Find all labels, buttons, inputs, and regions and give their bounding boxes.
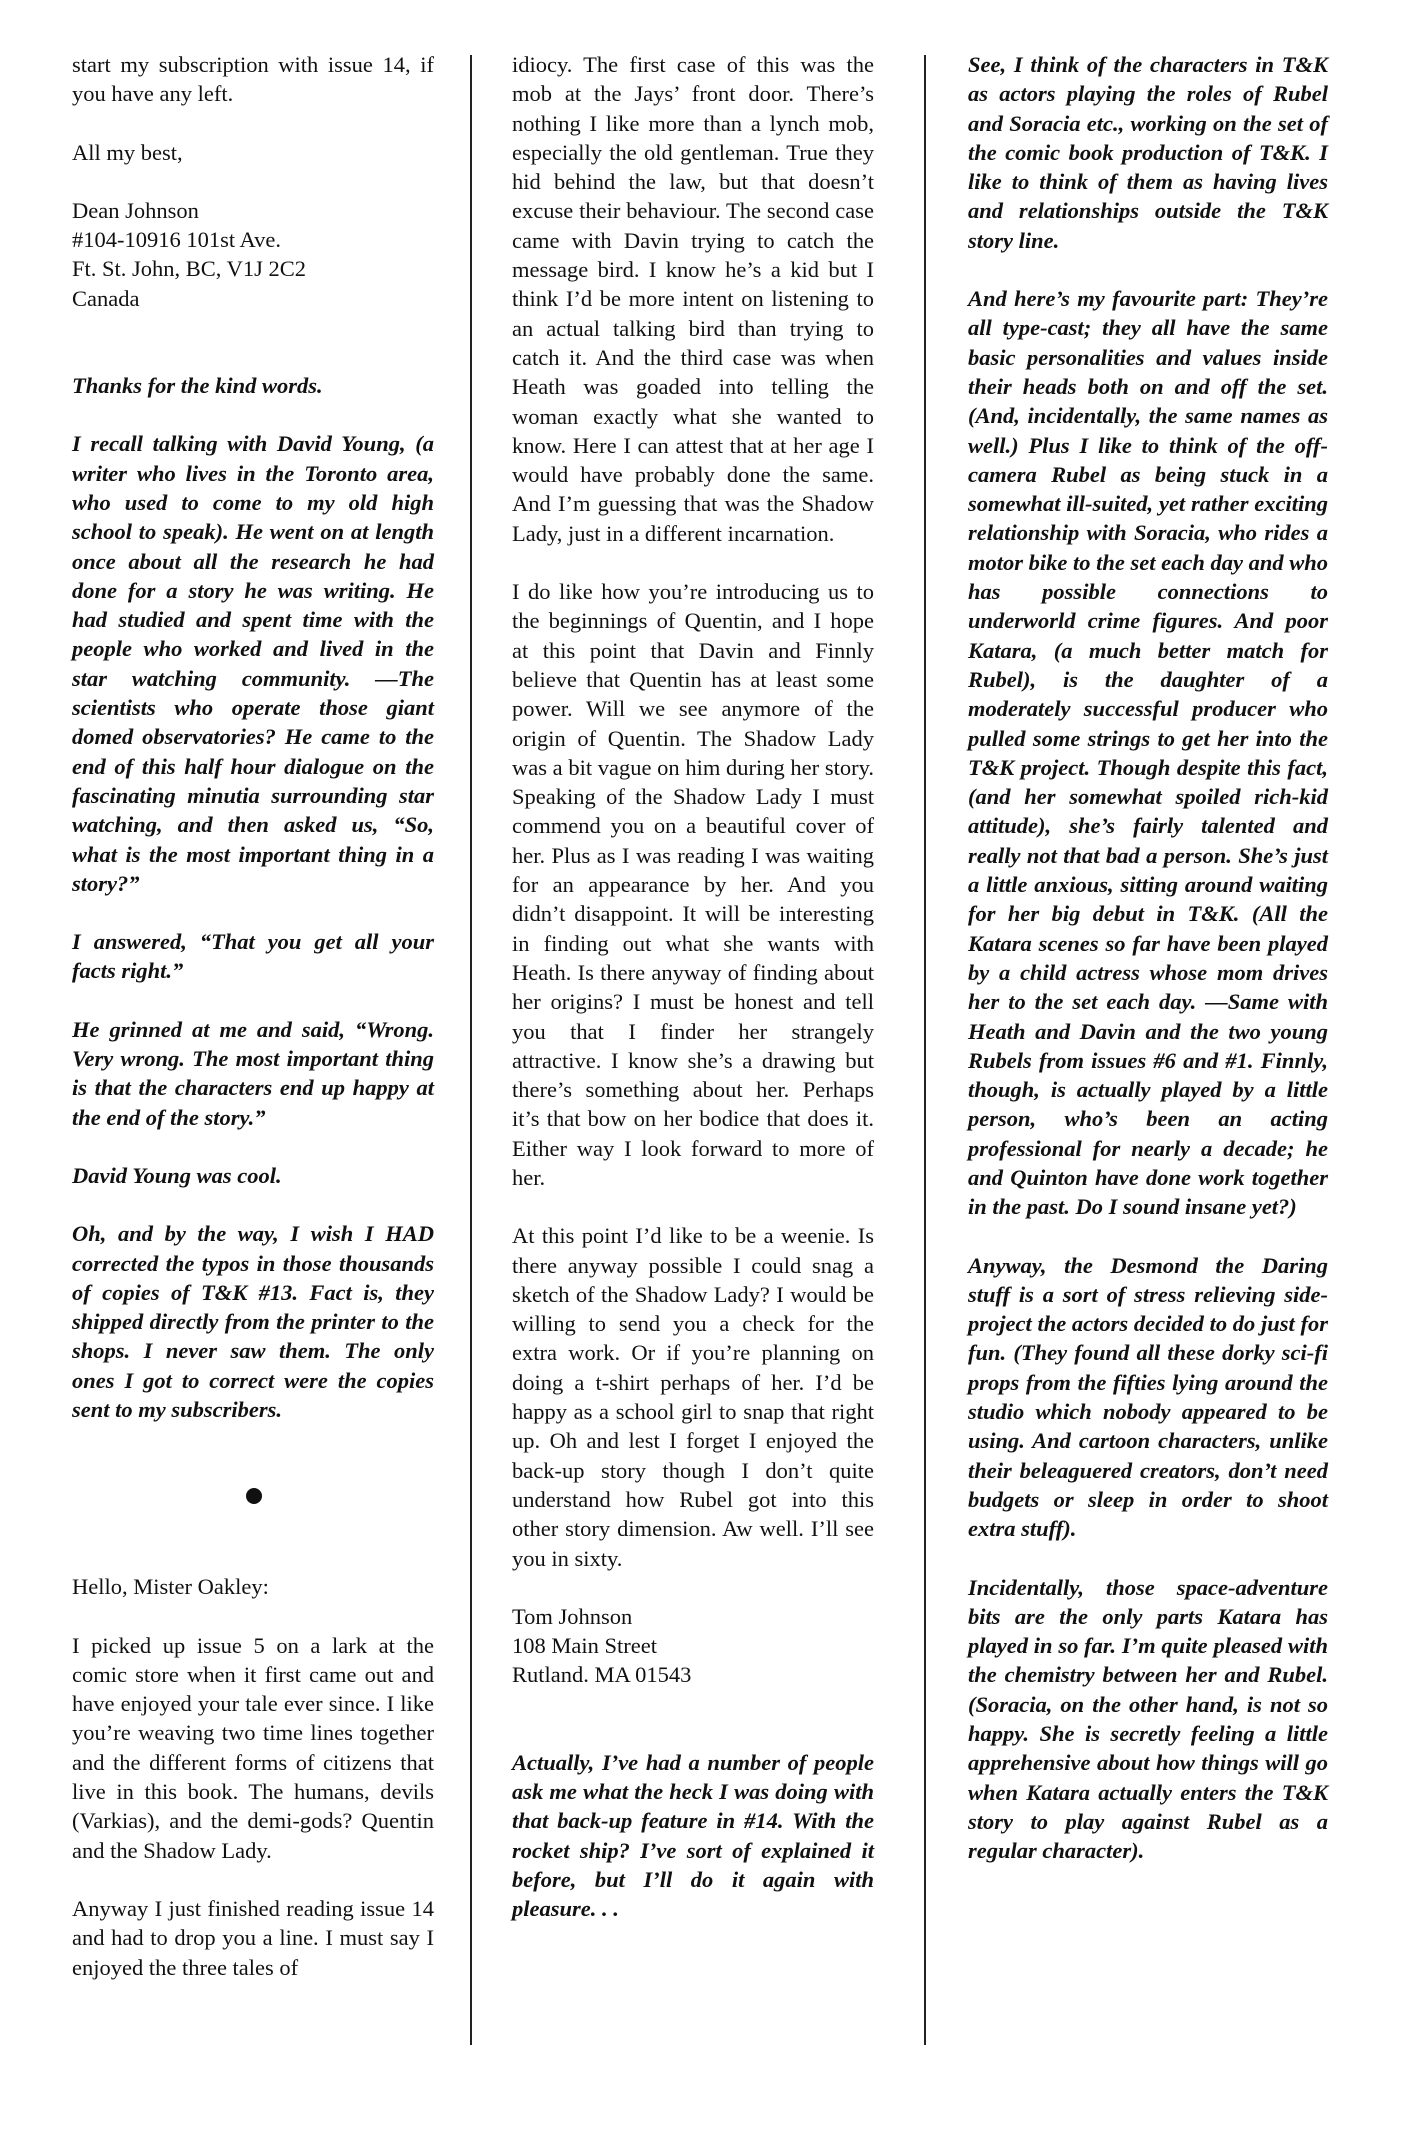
editor-reply-paragraph: Thanks for the kind words. [72,373,323,399]
editor-reply-paragraph: Incidentally, those space-adventure bits are the only parts Katara has played in so far. I’m quite pleased with the chemistry between her and Rubel. (Soracia, on the other hand, is not so happy. She is secretly feeling a little apprehensive about how things will go when Katara actually enters the T&K story to play against Rubel as a regular character). [968,1574,1328,1864]
signature-name: Dean Johnson [72,197,199,223]
signature-address-line: #104-10916 101st Ave. [72,227,281,253]
editor-reply-paragraph: See, I think of the characters in T&K as actors playing the roles of Rubel and Soracia etc., working on the set of the comic book production of T&K. I like to think of them as having lives and relationships outside the T&K story line. [968,52,1328,253]
signature-block-dean-johnson [72,196,434,313]
editor-reply-paragraph: Oh, and by the way, I wish I HAD corrected the typos in those thousands of copies of T&K #13. Fact is, they shipped directly from the printer to the shops. I never saw them. The only ones I got to correct were the copies sent to my subscribers. [72,1221,434,1422]
letter-paragraph: Anyway I just finished reading issue 14 and had to drop you a line. I must say I enjoyed the three tales of [72,1895,434,1980]
editor-reply-paragraph: He grinned at me and said, “Wrong. Very wrong. The most important thing is that the characters end up happy at the end of the story.” [72,1016,434,1130]
column-divider [924,55,926,2045]
signature-block-tom-johnson [512,1602,874,1690]
editor-reply-paragraph: And here’s my favourite part: They’re all type-cast; they all have the same basic personalities and values inside their heads both on and off the set. (And, incidentally, the same names as well.) Plus I like to think of the off-camera Rubel as being stuck in a somewhat ill-suited, yet rather exciting relationship with Soracia, who rides a motor bike to the set each day and who has possible connections to underworld crime figures. And poor Katara, (a much better match for Rubel), is the daughter of a moderately successful producer who pulled some strings to get her into the T&K project. Though despite this fact, (and her somewhat spoiled rich-kid attitude), she’s fairly talented and really not that bad a person. She’s just a little anxious, sitting around waiting for her big debut in T&K. (All the Katara scenes so far have been played by a child actress whose mom drives her to the set each day. —Same with Heath and Davin and the two young Rubels from issues #6 and #1. Finnly, though, is actually played by a little person, who’s been an acting professional for nearly a decade; he and Quinton have done work together in the past. Do I sound insane yet?) [968,286,1328,1220]
column-1 [72,50,434,1982]
editor-reply-paragraph: Anyway, the Desmond the Daring stuff is a sort of stress relieving side-project the actors decided to do just for fun. (They found all these dorky sci-fi props from the fifties lying around the studio which nobody appeared to be using. And cartoon characters, unlike their beleaguered creators, don’t need budgets or sleep in order to shoot extra stuff). [968,1252,1328,1542]
letter-paragraph: At this point I’d like to be a weenie. Is there anyway possible I could snag a sketch of the Shadow Lady? I would be willing to send you a check for the extra work. Or if you’re planning on doing a t-shirt perhaps of her. I’d be happy as a school girl to snap that right up. Oh and lest I forget I enjoyed the back-up story though I don’t quite understand how Rubel got into this other story dimension. Aw well. I’ll see you in sixty. [512,1223,874,1571]
letter-paragraph: I do like how you’re introducing us to the beginnings of Quentin, and I hope at this point that Davin and Finnly believe that Quentin has at least some power. Will we see anymore of the origin of Quentin. The Shadow Lady was a bit vague on him during her story. Speaking of the Shadow Lady I must commend you on a beautiful cover of her. Plus as I was reading I was waiting for an appearance by her. And you didn’t disappoint. It will be interesting in finding out what she wants with Heath. Is there anyway of finding about her origins? I must be honest and tell you that I finder her strangely attractive. I know she’s a drawing but there’s something about her. Perhaps it’s that bow on her bodice that does it. Either way I look forward to more of her. [512,579,874,1190]
signature-address-line: Ft. St. John, BC, V1J 2C2 [72,256,307,282]
editor-reply-paragraph: I recall talking with David Young, (a writer who lives in the Toronto area, who used to come to my old high school to speak). He went on at length once about all the research he had done for a story he was writing. He had studied and spent time with the people who worked and lived in the star watching community. —The scientists who operate those giant domed observatories? He came to the end of this half hour dialogue on the fascinating minutia surrounding star watching, and then asked us, “So, what is the most important thing in a story?” [72,431,434,896]
letter-closing-text: start my subscription with issue 14, if you have any left. [72,52,434,107]
editor-reply-paragraph: Actually, I’ve had a number of people ask me what the heck I was doing with that back-up feature in #14. With the rocket ship? I’ve sort of explained it before, but I’ll do it again with pleasure. . . [512,1749,874,1922]
signature-country: Canada [72,285,140,311]
signature-name: Tom Johnson [512,1603,633,1629]
letter-greeting: Hello, Mister Oakley: [72,1574,269,1600]
editor-reply-paragraph: David Young was cool. [72,1162,282,1188]
sign-off: All my best, [72,139,183,165]
signature-address-line: Rutland. MA 01543 [512,1662,692,1688]
letter-paragraph: I picked up issue 5 on a lark at the comic store when it first came out and have enjoyed your tale ever since. I like you’re weaving two time lines together and the different forms of citizens that live in this book. The humans, devils (Varkias), and the demi-gods? Quentin and the Shadow Lady. [72,1632,434,1863]
letter-paragraph: idiocy. The first case of this was the mob at the Jays’ front door. There’s nothing I like more than a lynch mob, especially the old gentleman. True they hid behind the law, but that doesn’t excuse their behaviour. The second case came with Davin trying to catch the message bird. I know he’s a kid but I think I’d be more intent on listening to an actual talking bird than trying to catch it. And the third case was when Heath was goaded into telling the woman exactly what she wanted to know. Here I can attest that at her age I would have probably done the same. And I’m guessing that was the Shadow Lady, just in a different incarnation. [512,52,874,546]
editor-reply-paragraph: I answered, “That you get all your facts right.” [72,929,434,984]
signature-address-line: 108 Main Street [512,1633,657,1659]
section-divider-bullet [246,1488,262,1504]
column-3 [968,50,1328,1866]
column-divider [470,55,472,2045]
column-2 [512,50,874,1924]
